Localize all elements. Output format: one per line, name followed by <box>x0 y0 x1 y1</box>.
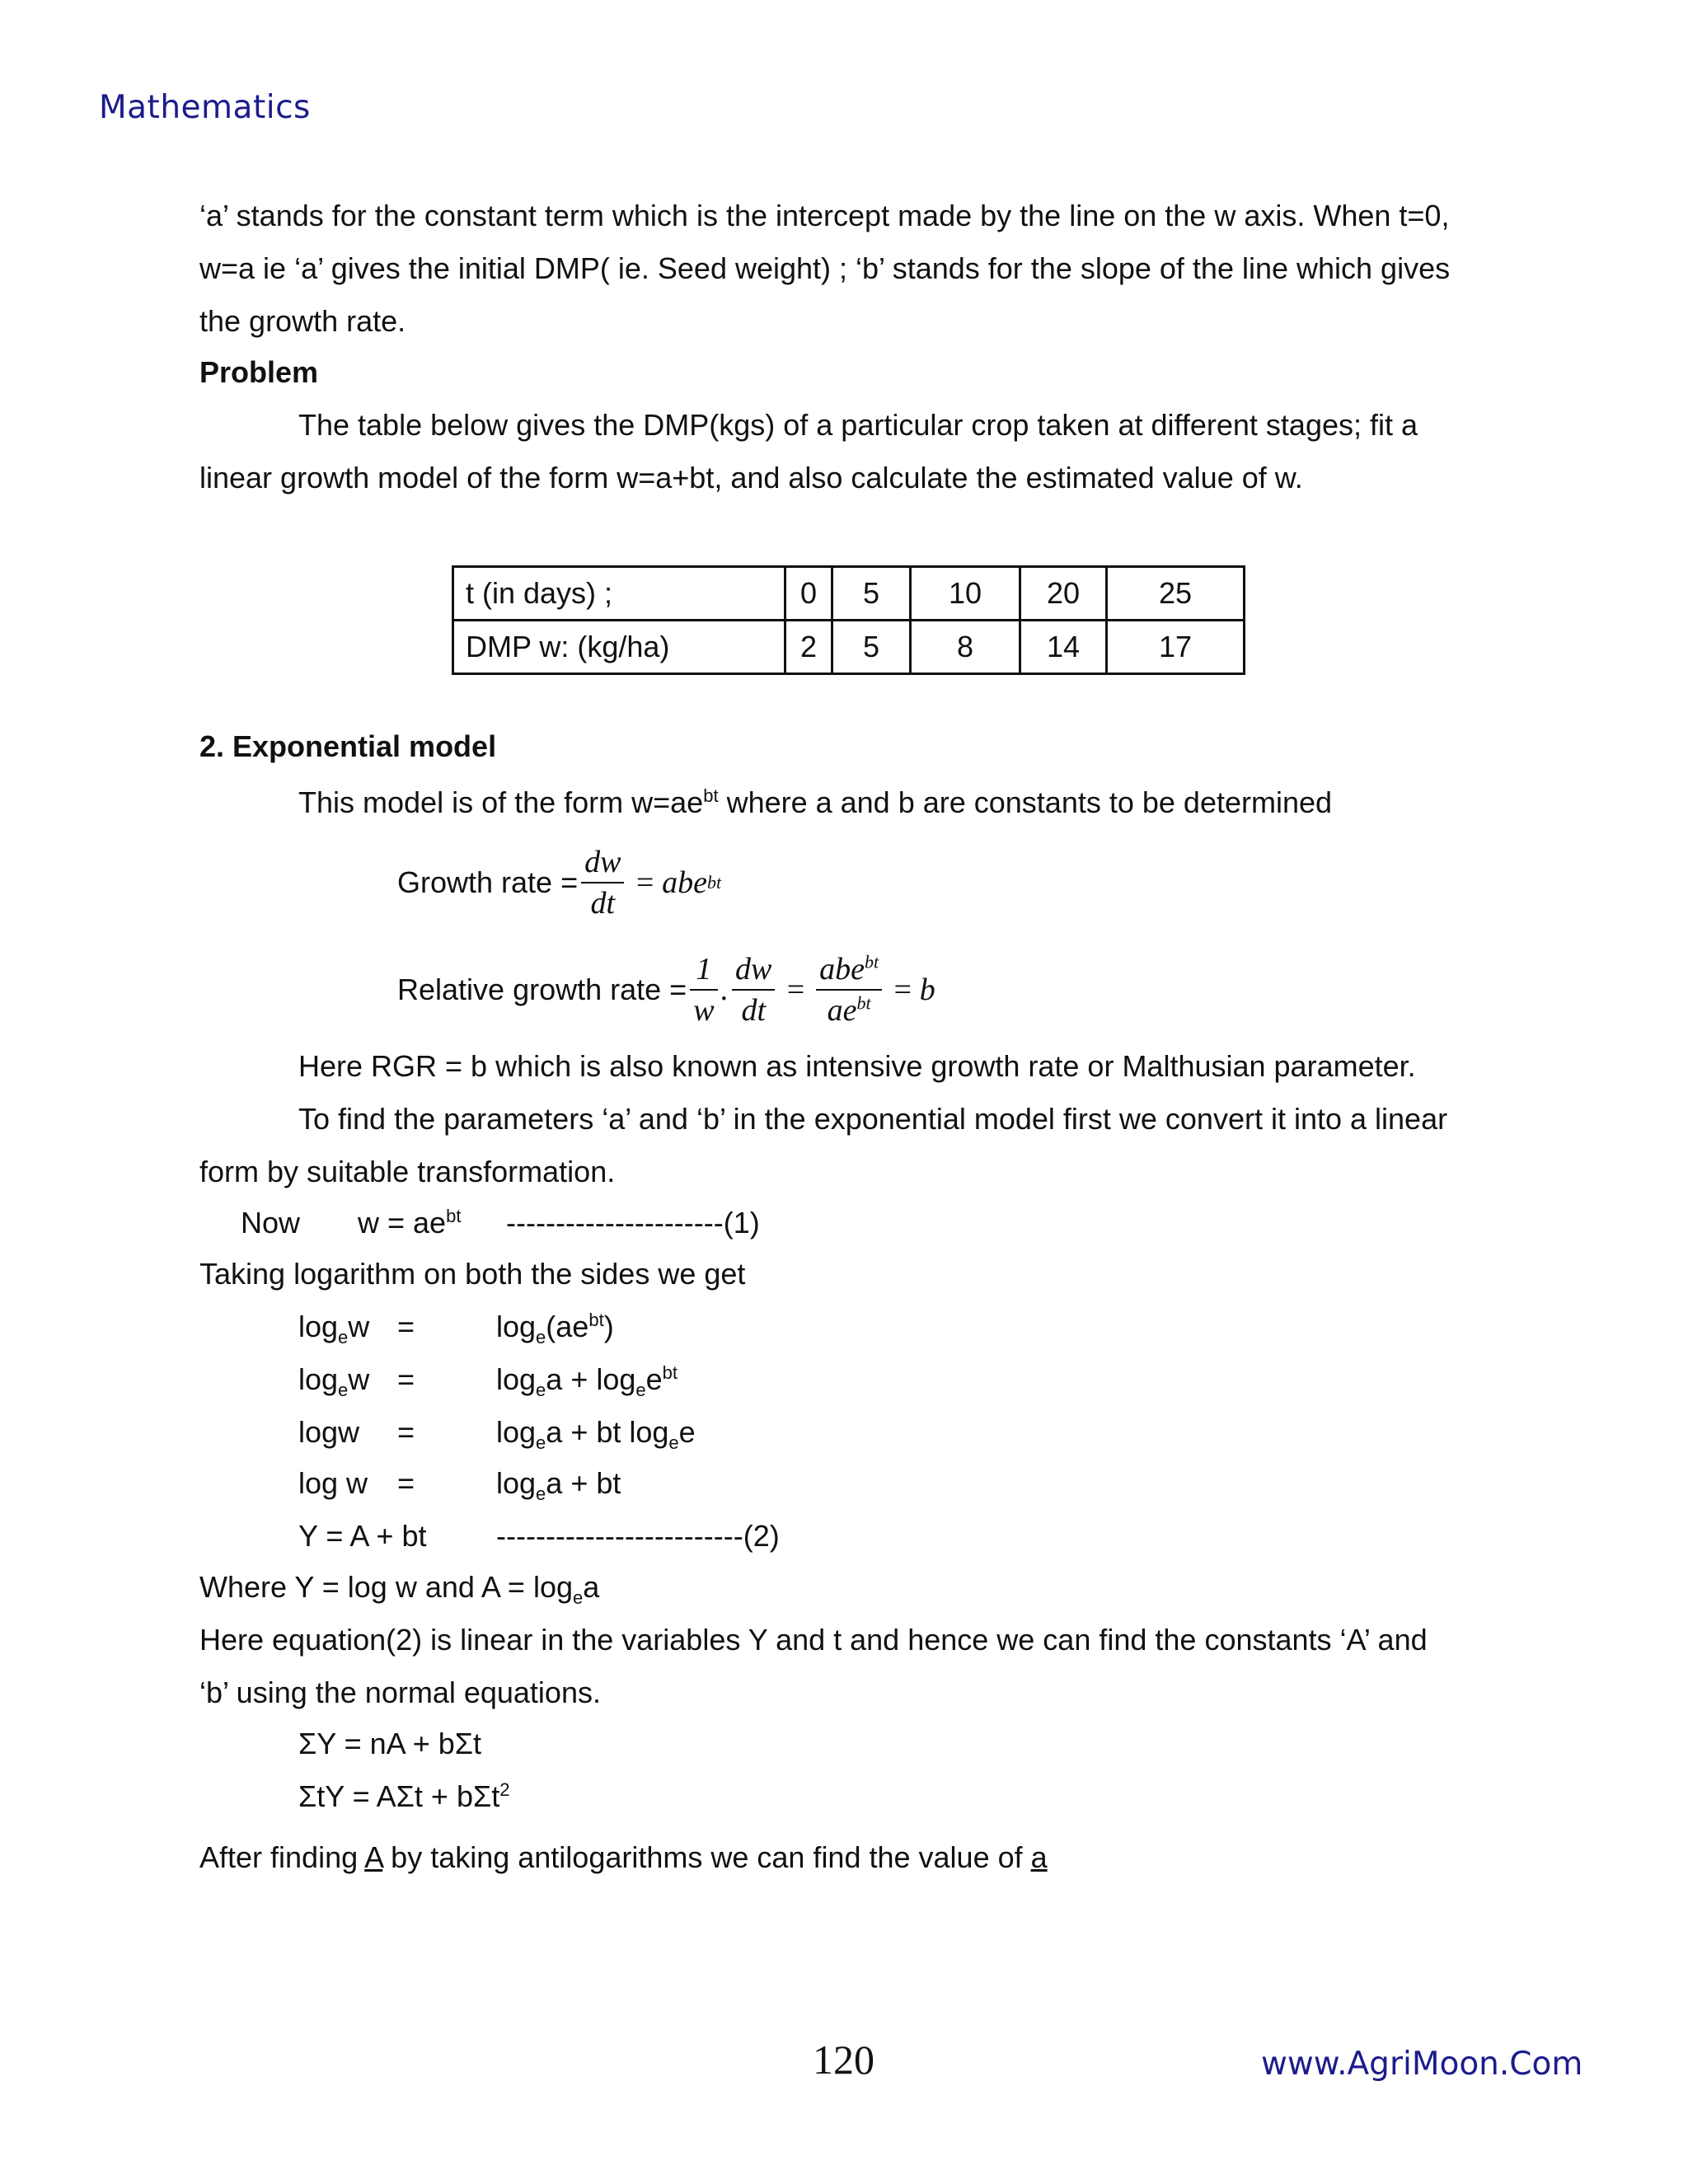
term: ae <box>827 993 857 1028</box>
superscript: bt <box>703 785 719 806</box>
table-cell: 14 <box>1020 621 1107 674</box>
log-text: w <box>348 1362 370 1396</box>
subscript: e <box>536 1483 546 1505</box>
equation-tag-1: ----------------------(1) <box>506 1206 760 1240</box>
after-finding-line <box>199 1831 1048 1884</box>
table-row <box>453 567 1245 621</box>
log-step-1-rhs <box>496 1301 614 1353</box>
log-step-2-rhs <box>496 1353 678 1406</box>
normal-equation-2 <box>298 1770 509 1823</box>
section-heading: 2. Exponential model <box>199 729 497 763</box>
log-text: a + log <box>546 1362 636 1396</box>
dot: . <box>720 972 729 1007</box>
equation-text: ΣtY = AΣt + bΣt <box>298 1779 500 1813</box>
log-text: log <box>496 1310 537 1343</box>
problem-heading: Problem <box>199 355 319 389</box>
log-text: log <box>496 1362 537 1396</box>
numerator: dw <box>732 949 775 991</box>
superscript: bt <box>662 1362 678 1383</box>
find-line-1: To find the parameters ‘a’ and ‘b’ in the exponential model first we convert it into a linear <box>298 1102 1448 1136</box>
superscript: bt <box>446 1206 462 1226</box>
equals-sign: = <box>397 1362 415 1396</box>
log-text: (ae <box>546 1310 589 1343</box>
equals-sign: = <box>397 1415 415 1449</box>
log-text: e <box>678 1415 696 1449</box>
table-row <box>453 621 1245 674</box>
term: abe <box>819 952 865 987</box>
log-text: w <box>348 1310 370 1343</box>
log-step-1-lhs <box>298 1301 369 1353</box>
log-step-2-lhs <box>298 1353 369 1406</box>
rgr-note: Here RGR = b which is also known as intensive growth rate or Malthusian parameter. <box>298 1049 1416 1083</box>
fraction <box>816 949 882 1030</box>
find-line-2: form by suitable transformation. <box>199 1155 616 1188</box>
log-step-3-rhs <box>496 1406 696 1459</box>
equation-tag-2: -------------------------(2) <box>496 1519 780 1553</box>
row-label: t (in days) ; <box>453 567 785 621</box>
where-line <box>199 1561 599 1614</box>
equals: = <box>634 865 656 900</box>
log-step-4-lhs: log w <box>298 1466 368 1500</box>
subscript: e <box>635 1380 646 1401</box>
subscript: e <box>536 1432 546 1454</box>
formula-label: Relative growth rate = <box>397 972 687 1006</box>
here-line-2: ‘b’ using the normal equations. <box>199 1675 601 1709</box>
superscript: bt <box>588 1310 604 1330</box>
rgr-formula <box>397 944 935 1035</box>
here-line-1: Here equation(2) is linear in the variables Y and t and hence we can find the constants ‘A’ and <box>199 1623 1428 1657</box>
log-step-4-rhs <box>496 1457 621 1510</box>
where-text: a <box>583 1570 600 1604</box>
denominator: dt <box>741 993 766 1028</box>
after-text: by taking antilogarithms we can find the value of <box>382 1840 1031 1874</box>
subscript: e <box>668 1432 679 1454</box>
row-label: DMP w: (kg/ha) <box>453 621 785 674</box>
intro-line-2: w=a ie ‘a’ gives the initial DMP( ie. Seed weight) ; ‘b’ stands for the slope of the line which gives <box>199 251 1451 285</box>
log-text: ) <box>603 1310 614 1343</box>
equals-sign: = <box>397 1310 415 1343</box>
dmp-data-table <box>452 565 1245 675</box>
equals: = <box>785 972 807 1007</box>
equals: = <box>892 972 913 1007</box>
table-cell: 0 <box>785 567 832 621</box>
underlined-term: a <box>1030 1840 1048 1874</box>
superscript: 2 <box>499 1779 510 1800</box>
denominator <box>816 991 882 1030</box>
underlined-term: A <box>364 1840 383 1874</box>
model-intro-text: where a and b are constants to be determined <box>718 785 1333 819</box>
equals-sign: = <box>397 1466 415 1500</box>
footer-url: www.AgriMoon.Com <box>1261 2046 1583 2083</box>
numerator: 1 <box>690 949 717 991</box>
taking-log-line: Taking logarithm on both the sides we get <box>199 1257 746 1291</box>
log-text: a + bt log <box>546 1415 669 1449</box>
log-text: log <box>298 1310 339 1343</box>
subscript: e <box>338 1327 349 1348</box>
growth-rate-formula <box>397 837 721 928</box>
subscript: e <box>338 1380 349 1401</box>
log-text: e <box>645 1362 663 1396</box>
table-cell: 5 <box>832 621 911 674</box>
normal-equation-1: ΣY = nA + bΣt <box>298 1727 481 1760</box>
fraction <box>732 949 775 1030</box>
superscript: bt <box>864 951 879 972</box>
formula-expression <box>687 949 935 1030</box>
table-cell: 25 <box>1107 567 1245 621</box>
page-number: 120 <box>813 2036 874 2083</box>
table-cell: 8 <box>911 621 1020 674</box>
subscript: e <box>536 1327 546 1348</box>
log-text: a + bt <box>546 1466 621 1500</box>
now-equation <box>358 1197 461 1249</box>
where-text: Where Y = log w and A = log <box>199 1570 573 1604</box>
formula-expression: $\frac{dw}{dt}$ = abe bt <box>578 842 721 923</box>
running-header: Mathematics <box>99 89 311 126</box>
table-cell: 2 <box>785 621 832 674</box>
subscript: e <box>573 1587 584 1609</box>
term: b <box>919 972 935 1007</box>
numerator <box>816 949 882 991</box>
model-intro <box>298 776 1332 829</box>
log-step-5-lhs: Y = A + bt <box>298 1519 427 1553</box>
log-text: log <box>496 1466 537 1500</box>
denominator: dt <box>590 886 616 921</box>
equation-text: w = ae <box>358 1206 447 1240</box>
after-text: After finding <box>199 1840 365 1874</box>
fraction <box>581 842 624 923</box>
intro-line-1: ‘a’ stands for the constant term which is the intercept made by the line on the w axis. When t=0, <box>199 199 1450 232</box>
model-intro-text: This model is of the form w=ae <box>298 785 704 819</box>
now-label: Now <box>241 1206 301 1240</box>
table-cell: 20 <box>1020 567 1107 621</box>
table-cell: 10 <box>911 567 1020 621</box>
formula-label: Growth rate = <box>397 865 579 899</box>
problem-line-1: The table below gives the DMP(kgs) of a particular crop taken at different stages; fit a <box>298 408 1418 442</box>
table-cell: 5 <box>832 567 911 621</box>
log-step-3-lhs: logw <box>298 1415 360 1449</box>
log-text: log <box>298 1362 339 1396</box>
term: abe <box>662 865 707 900</box>
fraction <box>690 949 717 1030</box>
superscript: bt <box>856 992 871 1014</box>
problem-line-2: linear growth model of the form w=a+bt, and also calculate the estimated value of w. <box>199 461 1303 494</box>
log-text: log <box>496 1415 537 1449</box>
table-cell: 17 <box>1107 621 1245 674</box>
numerator: dw <box>581 842 624 883</box>
subscript: e <box>536 1380 546 1401</box>
denominator: w <box>693 993 715 1028</box>
intro-line-3: the growth rate. <box>199 304 406 338</box>
